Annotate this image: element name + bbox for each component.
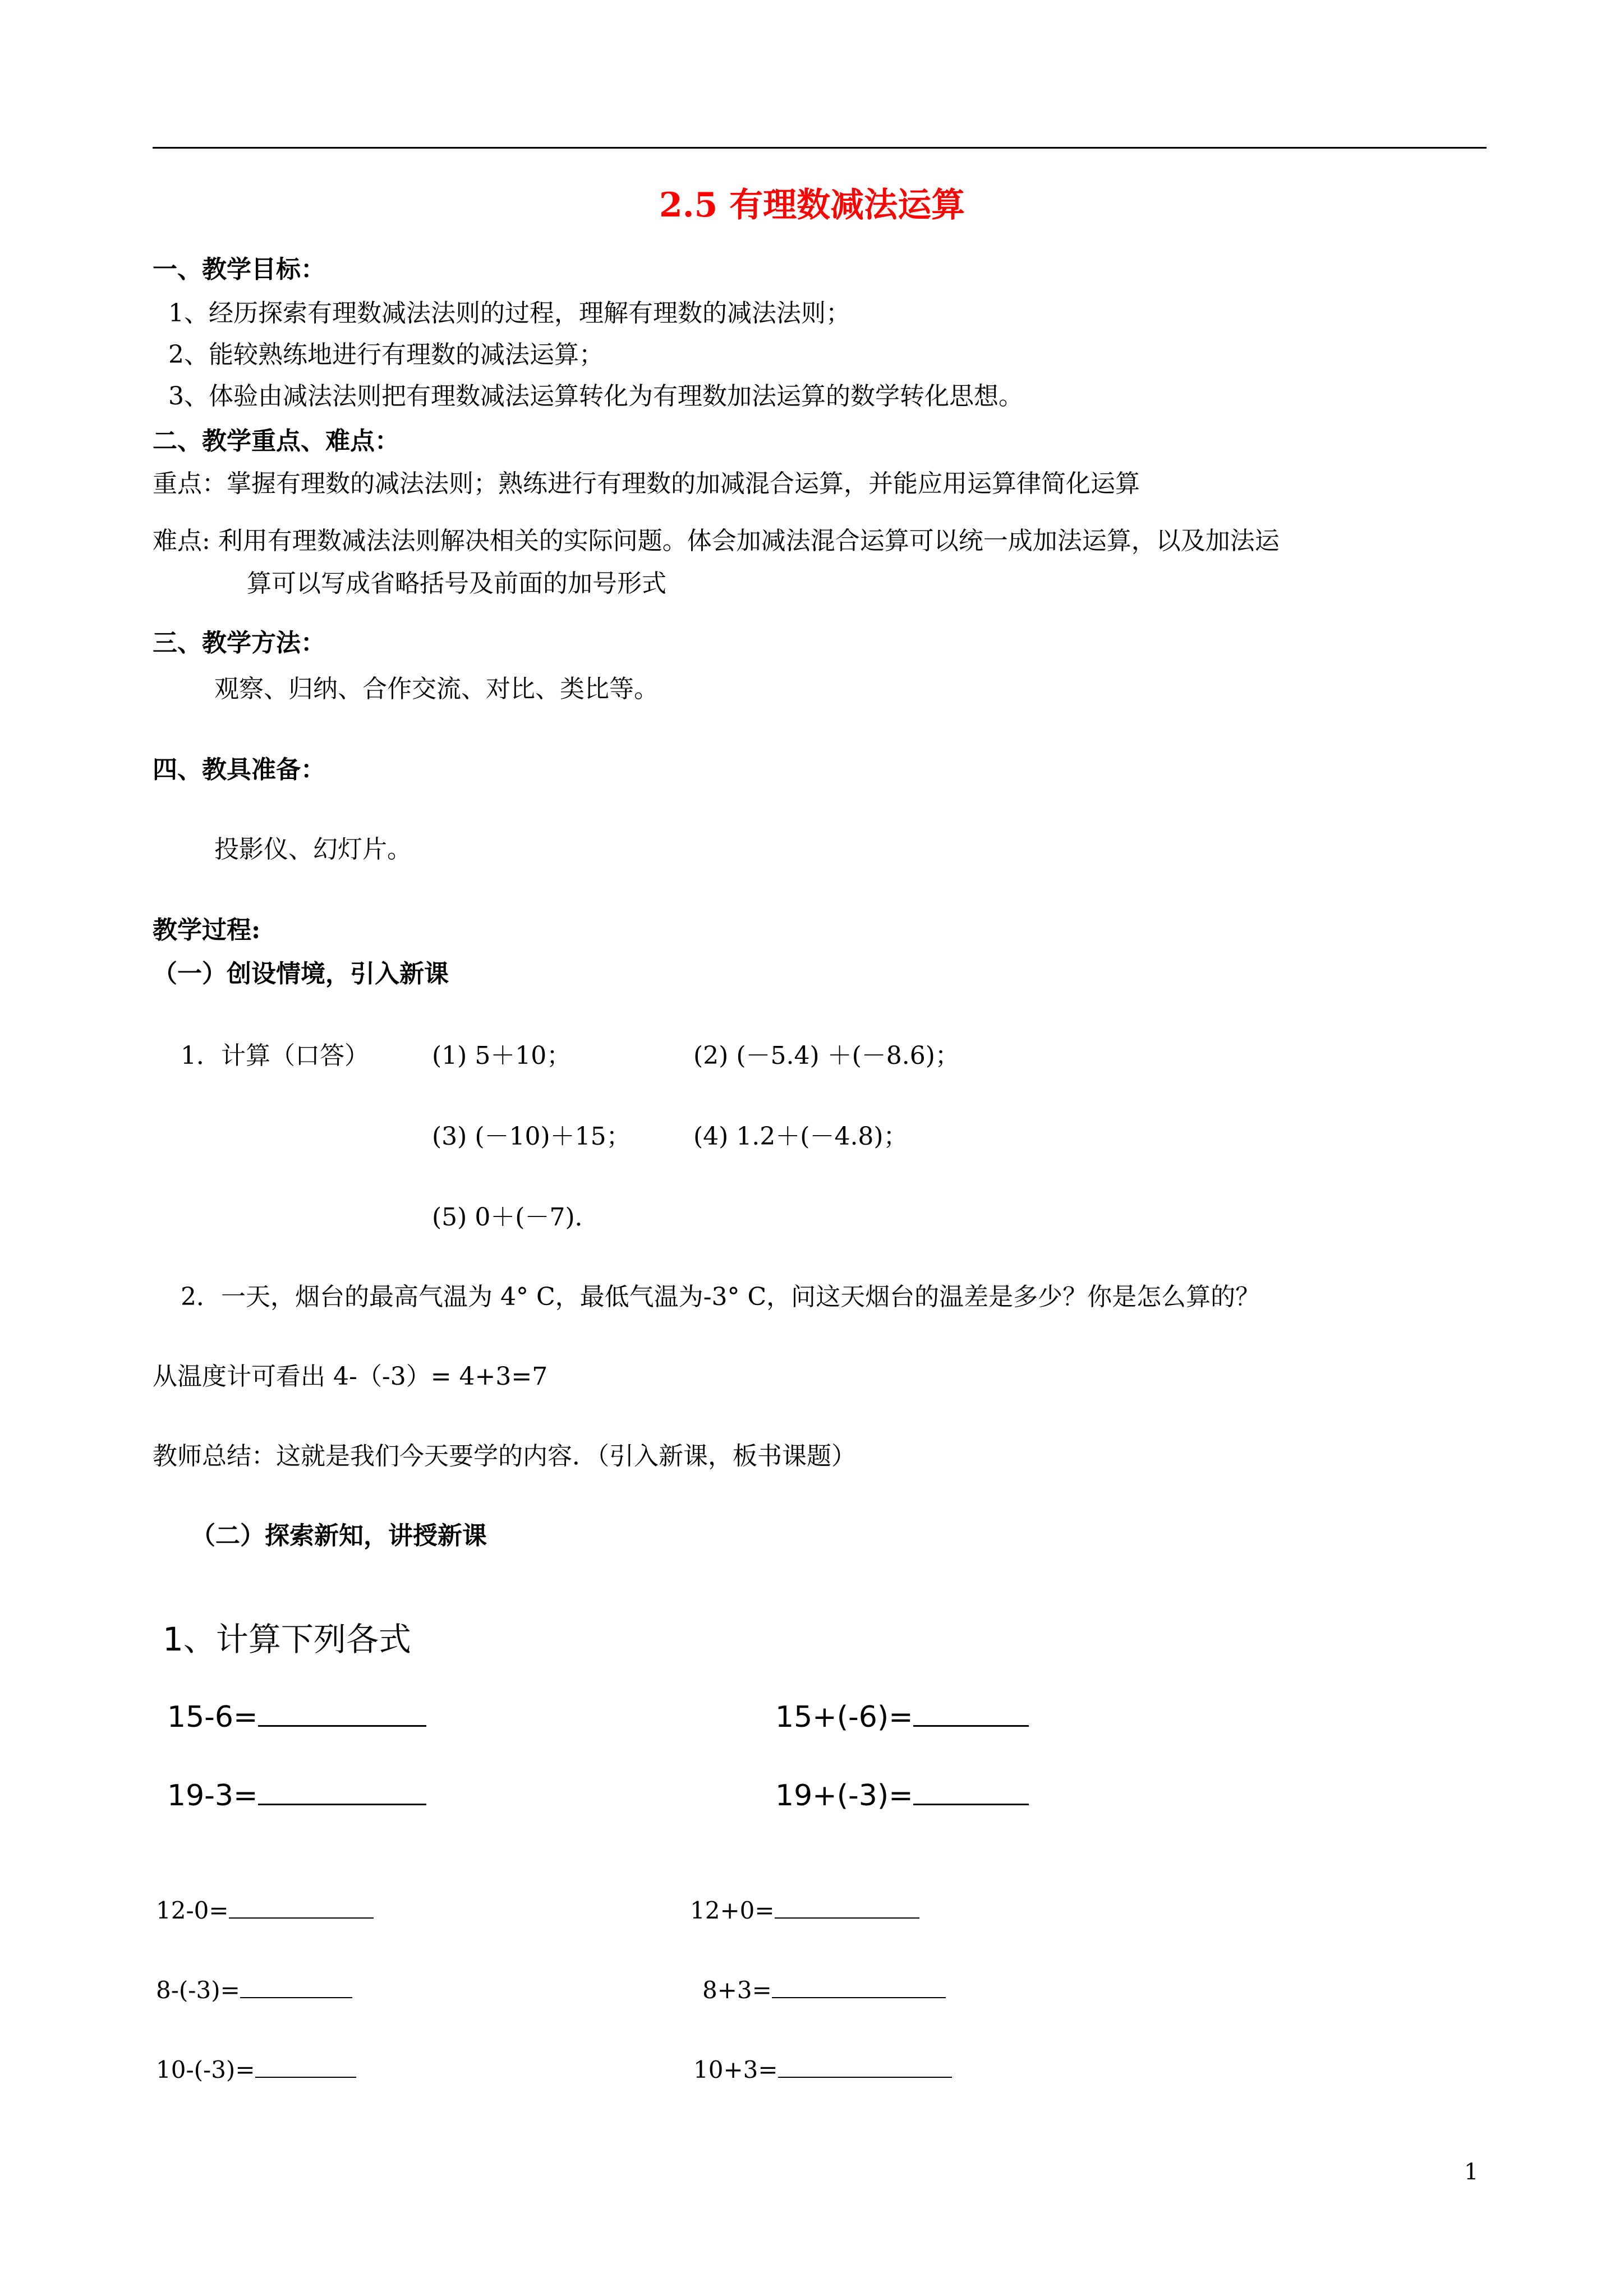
header-rule	[153, 147, 1487, 149]
answer-blank[interactable]	[775, 1917, 919, 1919]
more-exercise-left-1	[156, 1897, 374, 1924]
exercise-heading: 1、计算下列各式	[163, 1620, 411, 1658]
section-heading-objectives: 一、教学目标：	[153, 255, 325, 284]
answer-blank[interactable]	[913, 1803, 1029, 1805]
page-title: 2.5 有理数减法运算	[659, 186, 965, 225]
part1-heading: （一）创设情境，引入新课	[153, 960, 449, 988]
more-exercise-right-2	[702, 1976, 946, 2004]
more-exercise-left-2	[156, 1976, 352, 2004]
question1-item-1: (1) 5＋10；	[432, 1041, 572, 1070]
more-exercise-right-3-text: 10+3=	[693, 2056, 778, 2083]
question1-item-4: (4) 1.2＋(－4.8)；	[693, 1122, 908, 1151]
difficulty-text-line2: 算可以写成省略括号及前面的加号形式	[247, 569, 666, 598]
answer-blank[interactable]	[255, 2076, 356, 2078]
answer-blank[interactable]	[258, 1803, 426, 1805]
teacher-summary: 教师总结：这就是我们今天要学的内容．（引入新课，板书课题）	[153, 1442, 856, 1470]
page-number: 1	[1464, 2159, 1479, 2185]
answer-blank[interactable]	[913, 1725, 1029, 1727]
exercise-left-1-text: 15-6=	[167, 1700, 258, 1734]
objective-item-3: 3、体验由减法法则把有理数减法运算转化为有理数加法运算的数学转化思想。	[168, 382, 1023, 411]
question1-label: 1．计算（口答）	[181, 1041, 369, 1070]
exercise-right-2	[775, 1779, 1029, 1813]
more-exercise-right-1-text: 12+0=	[690, 1897, 775, 1924]
exercise-left-2-text: 19-3=	[167, 1779, 258, 1813]
objective-item-1: 1、经历探索有理数减法法则的过程，理解有理数的减法法则；	[168, 299, 850, 328]
section-heading-tools: 四、教具准备：	[153, 755, 325, 784]
section-heading-keypoints: 二、教学重点、难点：	[153, 427, 399, 455]
tools-text: 投影仪、幻灯片。	[214, 835, 412, 864]
exercise-left-1	[167, 1700, 426, 1734]
thermometer-text: 从温度计可看出 4-（-3）= 4+3=7	[153, 1362, 548, 1391]
answer-blank[interactable]	[778, 2076, 952, 2078]
answer-blank[interactable]	[229, 1917, 374, 1919]
difficulty-text-line1: 难点: 利用有理数减法法则解决相关的实际问题。体会加减法混合运算可以统一成加法运算，以及加法运	[153, 527, 1280, 555]
question1-item-5: (5) 0＋(－7)．	[432, 1203, 600, 1232]
more-exercise-right-2-text: 8+3=	[702, 1976, 772, 2004]
more-exercise-right-3	[693, 2056, 952, 2083]
process-heading: 教学过程:	[153, 916, 261, 944]
exercise-right-1	[775, 1700, 1029, 1734]
more-exercise-left-1-text: 12-0=	[156, 1897, 229, 1924]
question2-text: 2．一天，烟台的最高气温为 4° C，最低气温为-3° C，问这天烟台的温差是多少？你是怎么算的？	[181, 1283, 1260, 1311]
section-heading-methods: 三、教学方法：	[153, 629, 325, 657]
objective-item-2: 2、能较熟练地进行有理数的减法运算；	[168, 340, 604, 369]
key-point-text: 重点：掌握有理数的减法法则；熟练进行有理数的加减混合运算，并能应用运算律简化运算	[153, 469, 1140, 498]
question1-item-2: (2) (－5.4) ＋(－8.6)；	[693, 1041, 960, 1070]
more-exercise-right-1	[690, 1897, 919, 1924]
more-exercise-left-3-text: 10-(-3)=	[156, 2056, 255, 2083]
part2-heading: （二）探索新知，讲授新课	[191, 1522, 487, 1550]
answer-blank[interactable]	[258, 1725, 426, 1727]
answer-blank[interactable]	[772, 1997, 946, 1998]
exercise-right-1-text: 15+(-6)=	[775, 1700, 913, 1734]
exercise-right-2-text: 19+(-3)=	[775, 1779, 913, 1813]
more-exercise-left-2-text: 8-(-3)=	[156, 1976, 240, 2004]
more-exercise-left-3	[156, 2056, 356, 2083]
methods-text: 观察、归纳、合作交流、对比、类比等。	[214, 675, 659, 703]
exercise-left-2	[167, 1779, 426, 1813]
answer-blank[interactable]	[240, 1997, 352, 1998]
question1-item-3: (3) (－10)＋15；	[432, 1122, 631, 1151]
